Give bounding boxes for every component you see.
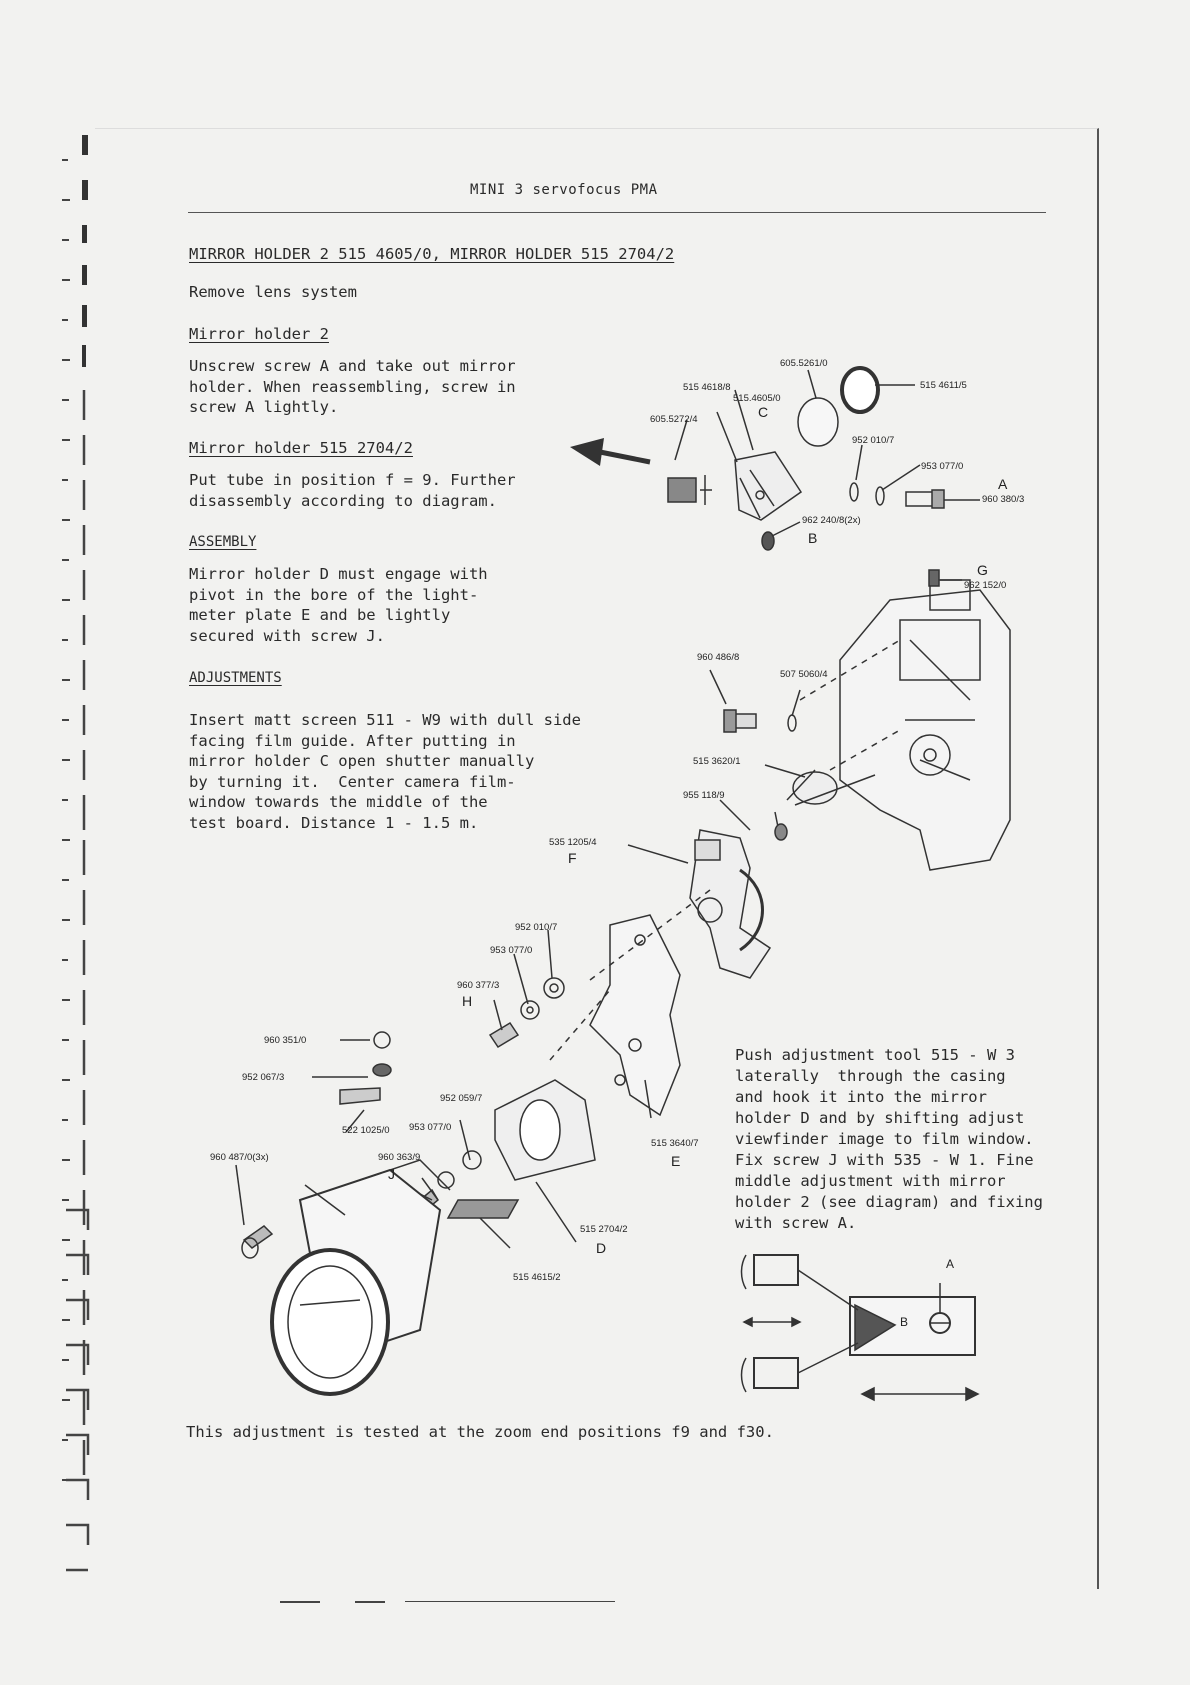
push-adjustment-text: Push adjustment tool 515 - W 3 laterally through the casing and hook it into the mirror holder D and by shifting adjust viewfinder image to film window. Fix screw J with 535 - W 1. Fine middle adjustment with mirror holder 2 (see diagram) and fixing with screw A.	[735, 1046, 1043, 1232]
part-label: 535 1205/4	[549, 837, 597, 848]
bottom-mark	[280, 1601, 320, 1603]
callout-c: C	[758, 404, 769, 420]
part-label: 605.5261/0	[780, 358, 828, 369]
callout-b: B	[808, 530, 818, 546]
part-label: 515 3640/7	[651, 1138, 699, 1149]
callout-a-small: A	[946, 1257, 955, 1271]
part-label: 960 486/8	[697, 652, 740, 663]
callout-a: A	[998, 476, 1008, 492]
part-label: 960 487/0(3x)	[210, 1152, 269, 1163]
part-label: 952 010/7	[852, 435, 895, 446]
part-label: 960 377/3	[457, 980, 500, 991]
callout-j: J	[388, 1166, 395, 1182]
part-label: 952 067/3	[242, 1072, 285, 1083]
intro-text: Remove lens system	[189, 283, 357, 301]
part-label: 962 152/0	[964, 580, 1007, 591]
part-label: 953 077/0	[921, 461, 964, 472]
part-label: 507 5060/4	[780, 669, 828, 680]
part-label: 960 363/9	[378, 1152, 421, 1163]
callout-h: H	[462, 993, 473, 1009]
section-body-mirror-holder-2: Unscrew screw A and take out mirror holder. When reassembling, screw in screw A lightly.	[189, 357, 516, 416]
part-label: 522 1025/0	[342, 1125, 390, 1136]
part-label: 960 380/3	[982, 494, 1025, 505]
part-label: 955 118/9	[683, 790, 725, 801]
arrow-head	[570, 438, 604, 466]
part-label: 952 010/7	[515, 922, 558, 933]
part-label: 962 240/8(2x)	[802, 515, 861, 526]
footer-text: This adjustment is tested at the zoom end positions f9 and f30.	[186, 1423, 774, 1441]
callout-e: E	[671, 1153, 681, 1169]
section-heading-assembly: ASSEMBLY	[189, 534, 257, 550]
part-label: 953 077/0	[490, 945, 533, 956]
direction-arrow	[600, 452, 650, 462]
section-body-assembly: Mirror holder D must engage with pivot in the bore of the light- meter plate E and be lightly secured with screw J.	[189, 565, 488, 645]
section-body-mirror-holder-515: Put tube in position f = 9. Further disassembly according to diagram.	[189, 471, 516, 510]
callout-f: F	[568, 850, 577, 866]
section-body-adjustments: Insert matt screen 511 - W9 with dull side facing film guide. After putting in mirror holder C open shutter manually by turning it. Center camera film- window towards the middle of the test board. Distance 1 - 1.5 m.	[189, 711, 581, 832]
part-label: 515 4615/2	[513, 1272, 561, 1283]
callout-b-small: B	[900, 1315, 909, 1329]
part-label: 515 4618/8	[683, 382, 731, 393]
callout-d: D	[596, 1240, 607, 1256]
page-title: MIRROR HOLDER 2 515 4605/0, MIRROR HOLDER 515 2704/2	[189, 245, 675, 263]
part-label: 960 351/0	[264, 1035, 307, 1046]
callout-g: G	[977, 562, 988, 578]
part-label: 515.4605/0	[733, 393, 781, 404]
section-heading-mirror-holder-515: Mirror holder 515 2704/2	[189, 439, 413, 457]
part-label: 515 2704/2	[580, 1224, 628, 1235]
bottom-mark	[405, 1601, 615, 1602]
part-label: 953 077/0	[409, 1122, 452, 1133]
page-header: MINI 3 servofocus PMA	[470, 182, 658, 198]
part-label: 605.5272/4	[650, 414, 698, 425]
part-label: 952 059/7	[440, 1093, 483, 1104]
part-label: 515 3620/1	[693, 756, 741, 767]
section-heading-mirror-holder-2: Mirror holder 2	[189, 325, 329, 343]
section-heading-adjustments: ADJUSTMENTS	[189, 670, 282, 686]
bottom-mark	[355, 1601, 385, 1603]
part-label: 515 4611/5	[920, 380, 967, 391]
